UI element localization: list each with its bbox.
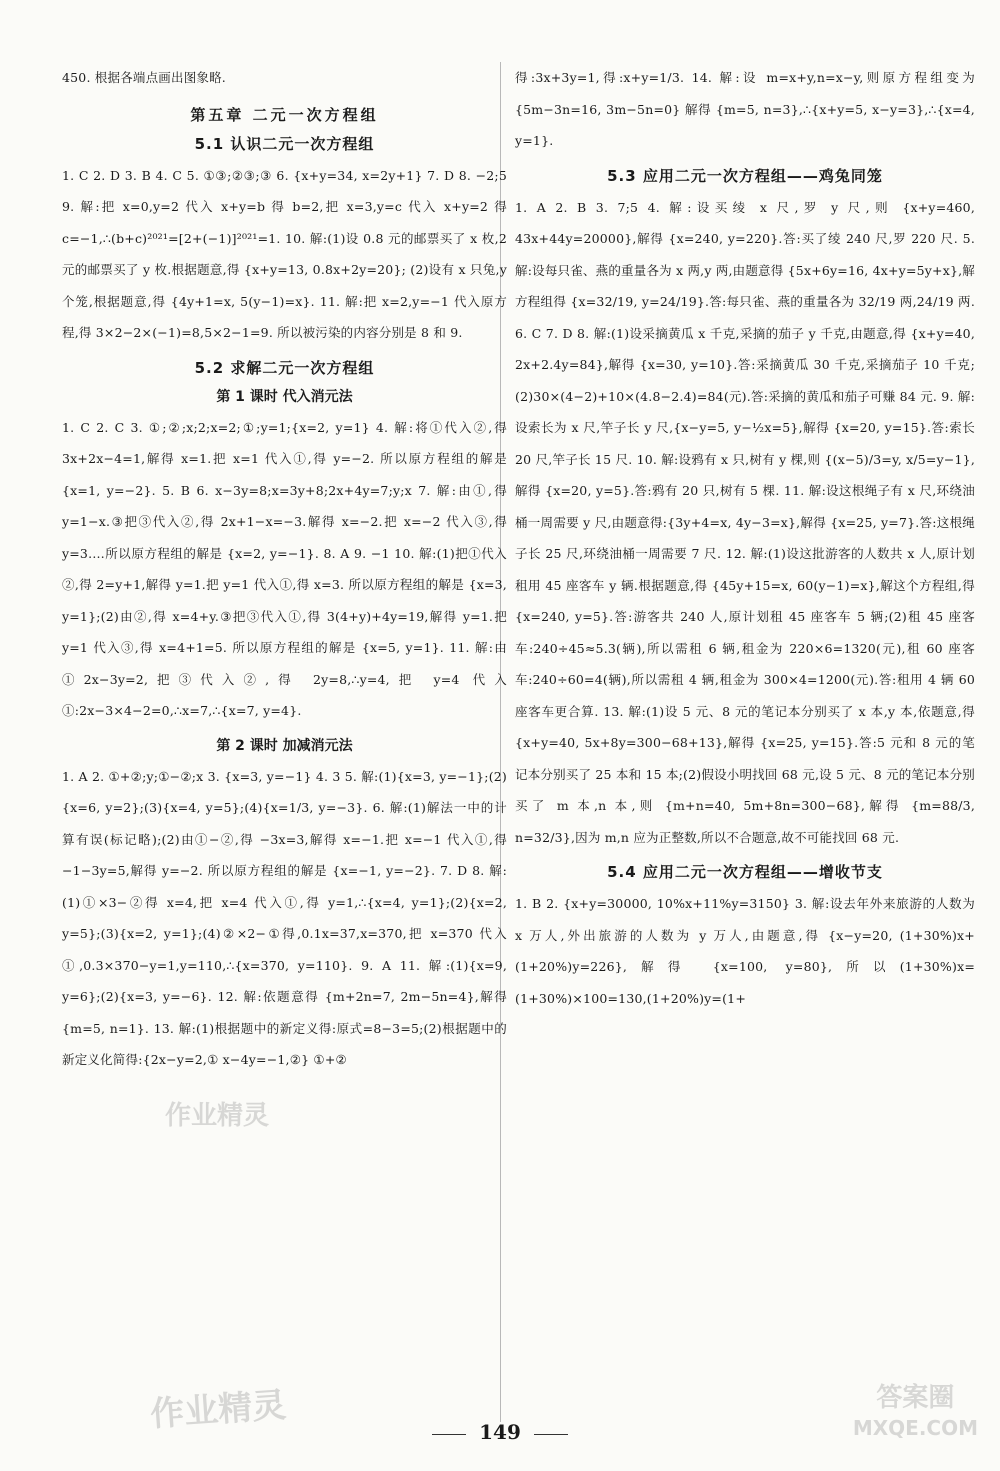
section-5-3-answers: 1. A 2. B 3. 7;5 4. 解:设买绫 x 尺,罗 y 尺,则 {x+y=460, 43x+44y=20000},解得 {x=240, y=220}.答:买了绫 240 尺,罗 220 尺. 5. 解:设每只雀、燕的重量各为 x 两,y 两,由题意得 {5x+6y=16, 4x+y=5y+x},解方程组得 {x=32/19, y=24/19}.答:每只雀、燕的重量各为 32/19 两,24/19 两. 6. C 7. D 8. 解:(1)设采摘黄瓜 x 千克,采摘的茄子 y 千克,由题意,得 {x+y=40, 2x+2.4y=84},解得 {x=30, y=10}.答:采摘黄瓜 30 千克,采摘茄子 10 千克;(2)30×(4−2)+10×(4.8−2.4)=84(元).答:采摘的黄瓜和茄子可赚 84 元. 9. 解:设索长为 x 尺,竿子长 y 尺,{x−y=5, y−½x=5},解得 {x=20, y=15}.答:索长 20 尺,竿子长 15 尺. 10. 解:设鸦有 x 只,树有 y 棵,则 {(x−5)/3=y, x/5=y−1},解得 {x=20, y=5}.答:鸦有 20 只,树有 5 棵. 11. 解:设这根绳子有 x 尺,环绕油桶一周需要 y 尺,由题意得:{3y+4=x, 4y−3=x},解得 {x=25, y=7}.答:这根绳子长 25 尺,环绕油桶一周需要 7 尺. 12. 解:(1)设这批游客的人数共 x 人,原计划租用 45 座客车 y 辆.根据题意,得 {45y+15=x, 60(y−1)=x},解这个方程组,得 {x=240, y=5}.答:游客共 240 人,原计划租 45 座客车 5 辆;(2)租 45 座客车:240÷45≈5.3(辆),所以需租 6 辆,租金为 220×6=1320(元),租 60 座客车:240÷60=4(辆),所以需租 4 辆,租金为 300×4=1200(元).答:租用 4 辆 60 座客车更合算. 13. 解:(1)设 5 元、8 元的笔记本分别买了 x 本,y 本,依题意,得 {x+y=40, 5x+8y=300−68+13},解得 {x=25, y=15}.答:5 元和 8 元的笔记本分别买了 25 本和 15 本;(2)假设小明找回 68 元,设 5 元、8 元的笔记本分别买了 m 本,n 本,则 {m+n=40, 5m+8n=300−68},解得 {m=88/3, n=32/3},因为 m,n 应为正整数,所以不合题意,故不可能找回 68 元.	[515, 199, 975, 845]
footer-dash-right	[534, 1434, 568, 1435]
lesson-2-answers: 1. A 2. ①+②;y;①−②;x 3. {x=3, y=−1} 4. 3 5. 解:(1){x=3, y=−1};(2){x=6, y=2};(3){x=4, y=5};(4){x=1/3, y=−3}. 6. 解:(1)解法一中的计算有误(标记略);(2)由①−②,得 −3x=3,解得 x=−1.把 x=−1 代入①,得 −1−3y=5,解得 y=−2. 所以原方程组的解是 {x=−1, y=−2}. 7. D 8. 解:(1)①×3−②得 x=4,把 x=4 代入①,得 y=1,∴{x=4, y=1};(2){x=2, y=5};(3){x=2, y=1};(4)②×2−①得,0.1x=37,x=370,把 x=370 代入①,0.3×370−y=1,y=110,∴{x=370, y=110}. 9. A 11. 解:(1){x=9, y=6};(2){x=3, y=−6}. 12. 解:依题意得 {m+2n=7, 2m−5n=4},解得 {m=5, n=1}. 13. 解:(1)根据题中的新定义得:原式=8−3=5;(2)根据题中的新定义化简得:{2x−y=2,① x−4y=−1,②} ①+②	[62, 768, 507, 1067]
lesson-1-title: 第 1 课时 代入消元法	[216, 388, 353, 405]
section-5-2-title: 5.2 求解二元一次方程组	[194, 358, 375, 377]
homework-stamp-watermark-bottom	[148, 1377, 287, 1435]
page-number: 149	[479, 1420, 521, 1444]
continued-answers: 得:3x+3y=1,得:x+y=1/3. 14. 解:设 m=x+y,n=x−y,则原方程组变为 {5m−3n=16, 3m−5n=0} 解得 {m=5, n=3},∴{x+y=5, x−y=3},∴{x=4, y=1}.	[515, 70, 975, 148]
intro-line: 450. 根据各端点画出图象略.	[62, 70, 226, 85]
homework-stamp-watermark	[165, 1095, 269, 1132]
section-5-4-title: 5.4 应用二元一次方程组——增收节支	[607, 863, 883, 881]
section-5-4-answers: 1. B 2. {x+y=30000, 10%x+11%y=3150} 3. 解:设去年外来旅游的人数为 x 万人,外出旅游的人数为 y 万人,由题意,得 {x−y=20, (1+30%)x+(1+20%)y=226},解得 {x=100, y=80},所以(1+30%)x=(1+30%)×100=130,(1+20%)y=(1+	[515, 896, 975, 1006]
lesson-2-title: 第 2 课时 加减消元法	[216, 737, 353, 754]
section-5-1-answers: 1. C 2. D 3. B 4. C 5. ①③;②③;③ 6. {x+y=34, x=2y+1} 7. D 8. −2;5 9. 解:把 x=0,y=2 代入 x+y=b 得 b=2,把 x=3,y=c 代入 x+y=2 得 c=−1,∴(b+c)²⁰²¹=[2+(−1)]²⁰²¹=1. 10. 解:(1)设 0.8 元的邮票买了 x 枚,2 元的邮票买了 y 枚.根据题意,得 {x+y=13, 0.8x+2y=20}; (2)设有 x 只兔,y 个笼,根据题意,得 {4y+1=x, 5(y−1)=x}. 11. 解:把 x=2,y=−1 代入原方程,得 3×2−2×(−1)=8,5×2−1=9. 所以被污染的内容分别是 8 和 9.	[62, 167, 507, 340]
chapter-title: 第五章 二元一次方程组	[190, 105, 379, 124]
site-logo-watermark	[853, 1383, 978, 1443]
section-5-1-title: 5.1 认识二元一次方程组	[194, 134, 375, 153]
stamp-text-bottom: 作业精灵	[149, 1385, 288, 1435]
left-column	[62, 62, 507, 1076]
footer-dash-left	[432, 1434, 466, 1435]
section-5-3-title: 5.3 应用二元一次方程组——鸡兔同笼	[607, 166, 883, 185]
logo-text: 答案圈	[876, 1383, 955, 1413]
page-footer	[0, 1420, 1000, 1444]
stamp-text: 作业精灵	[165, 1101, 270, 1131]
lesson-1-answers: 1. C 2. C 3. ①;②;x;2;x=2;①;y=1;{x=2, y=1} 4. 解:将①代入②,得 3x+2x−4=1,解得 x=1.把 x=1 代入①,得 y=−2. 所以原方程组的解是 {x=1, y=−2}. 5. B 6. x−3y=8;x=3y+8;2x+4y=7;y;x 7. 解:由①,得 y=1−x.③把③代入②,得 2x+1−x=−3.解得 x=−2.把 x=−2 代入③,得 y=3.…所以原方程组的解是 {x=2, y=−1}. 8. A 9. −1 10. 解:(1)把①代入②,得 2=y+1,解得 y=1.把 y=1 代入①,得 x=3. 所以原方程组的解是 {x=3, y=1};(2)由②,得 x=4+y.③把③代入①,得 3(4+y)+4y=19,解得 y=1.把 y=1 代入③,得 x=4+1=5. 所以原方程组的解是 {x=5, y=1}. 11. 解:由①2x−3y=2,把③代入②,得 2y=8,∴y=4,把 y=4 代入①:2x−3×4−2=0,∴x=7,∴{x=7, y=4}.	[62, 419, 507, 718]
right-column	[515, 62, 975, 1014]
logo-url: MXQE.COM	[852, 1416, 978, 1440]
